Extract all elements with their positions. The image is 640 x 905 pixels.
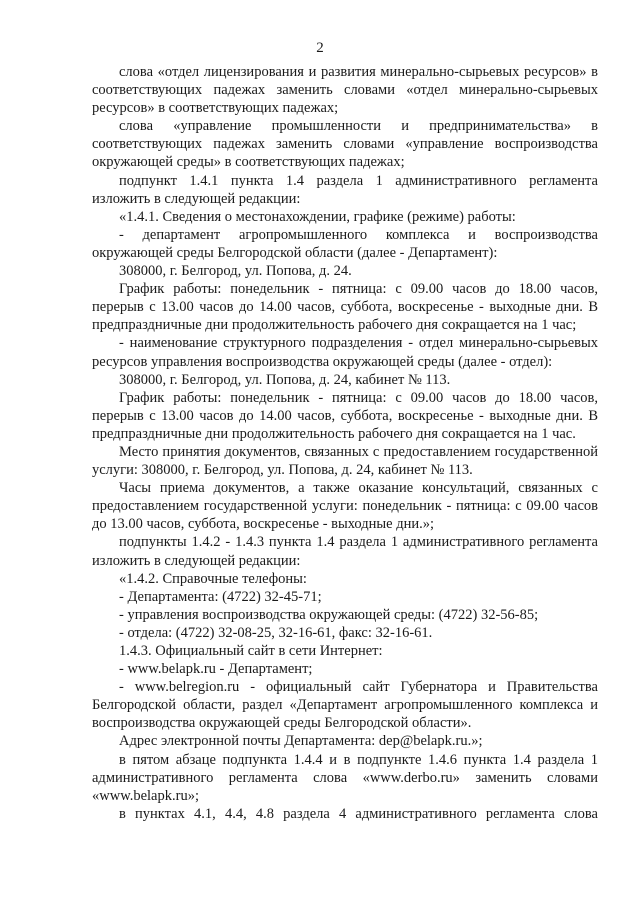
paragraph-14: «1.4.2. Справочные телефоны:	[119, 570, 307, 587]
paragraph-4: «1.4.1. Сведения о местонахождении, графике (режиме) работы:	[119, 208, 516, 225]
paragraph-15: - Департамента: (4722) 32-45-71;	[119, 588, 322, 605]
paragraph-18: 1.4.3. Официальный сайт в сети Интернет:	[119, 643, 383, 659]
paragraph-23: в пунктах 4.1, 4.4, 4.8 раздела 4 административного регламента слова	[119, 805, 598, 822]
paragraph-11: Место принятия документов, связанных с предоставлением государственной услуги: 308000, г. Белгород, ул. Попова, д. 24, кабинет № 113.	[92, 443, 598, 479]
paragraph-5: - департамент агропромышленного комплекса и воспроизводства окружающей среды Белгородской области (далее - Департамент):	[92, 226, 598, 261]
paragraph-16: - управления воспроизводства окружающей среды: (4722) 32-56-85;	[119, 606, 539, 623]
paragraph-19: - www.belapk.ru - Департамент;	[119, 661, 313, 678]
paragraph-7: График работы: понедельник - пятница: с 09.00 часов до 18.00 часов, перерыв с 13.00 часов до 14.00 часов, суббота, воскресенье - выходные дни. В предпраздничные дни продолжительность рабочего дня сокращается на 1 час;	[92, 281, 598, 334]
paragraph-6: 308000, г. Белгород, ул. Попова, д. 24.	[119, 263, 352, 280]
paragraph-8: - наименование структурного подразделения - отдел минерально-сырьевых ресурсов управления воспроизводства окружающей среды (далее - отдел):	[92, 335, 598, 370]
paragraph-12: Часы приема документов, а также оказание консультаций, связанных с предоставлением государственной услуги: понедельник - пятница: с 09.00 часов до 13.00 часов, суббота, воскресенье - выходные дни.»;	[92, 480, 598, 533]
paragraph-21: Адрес электронной почты Департамента: dep@belapk.ru.»;	[119, 733, 483, 750]
page-number: 2	[316, 40, 324, 56]
paragraph-3: подпункт 1.4.1 пункта 1.4 раздела 1 административного регламента изложить в следующей редакции:	[92, 172, 598, 207]
paragraph-10: График работы: понедельник - пятница: с 09.00 часов до 18.00 часов, перерыв с 13.00 часов до 14.00 часов, суббота, воскресенье - выходные дни. В предпраздничные дни продолжительность рабочего дня сокращается на 1 час.	[92, 389, 598, 442]
paragraph-22: в пятом абзаце подпункта 1.4.4 и в подпункте 1.4.6 пункта 1.4 раздела 1 административного регламента слова «www.derbo.ru» заменить словами «www.belapk.ru»;	[92, 751, 598, 804]
paragraph-9: 308000, г. Белгород, ул. Попова, д. 24, кабинет № 113.	[119, 371, 451, 388]
paragraph-20: - www.belregion.ru - официальный сайт Губернатора и Правительства Белгородской области, раздел «Департамент агропромышленного комплекса и воспроизводства окружающей среды Белгородской области».	[92, 679, 598, 732]
paragraph-1: слова «отдел лицензирования и развития минерально-сырьевых ресурсов» в соответствующих падежах заменить словами «отдел минерально-сырьевых ресурсов» в соответствующих падежах;	[92, 64, 598, 117]
paragraph-17: - отдела: (4722) 32-08-25, 32-16-61, факс: 32-16-61.	[119, 624, 433, 641]
paragraph-13: подпункты 1.4.2 - 1.4.3 пункта 1.4 раздела 1 административного регламента изложить в следующей редакции:	[92, 534, 598, 569]
document-body	[92, 63, 598, 823]
paragraph-2: слова «управление промышленности и предпринимательства» в соответствующих падежах заменить словами «управление воспроизводства окружающей среды» в соответствующих падежах;	[92, 118, 598, 171]
